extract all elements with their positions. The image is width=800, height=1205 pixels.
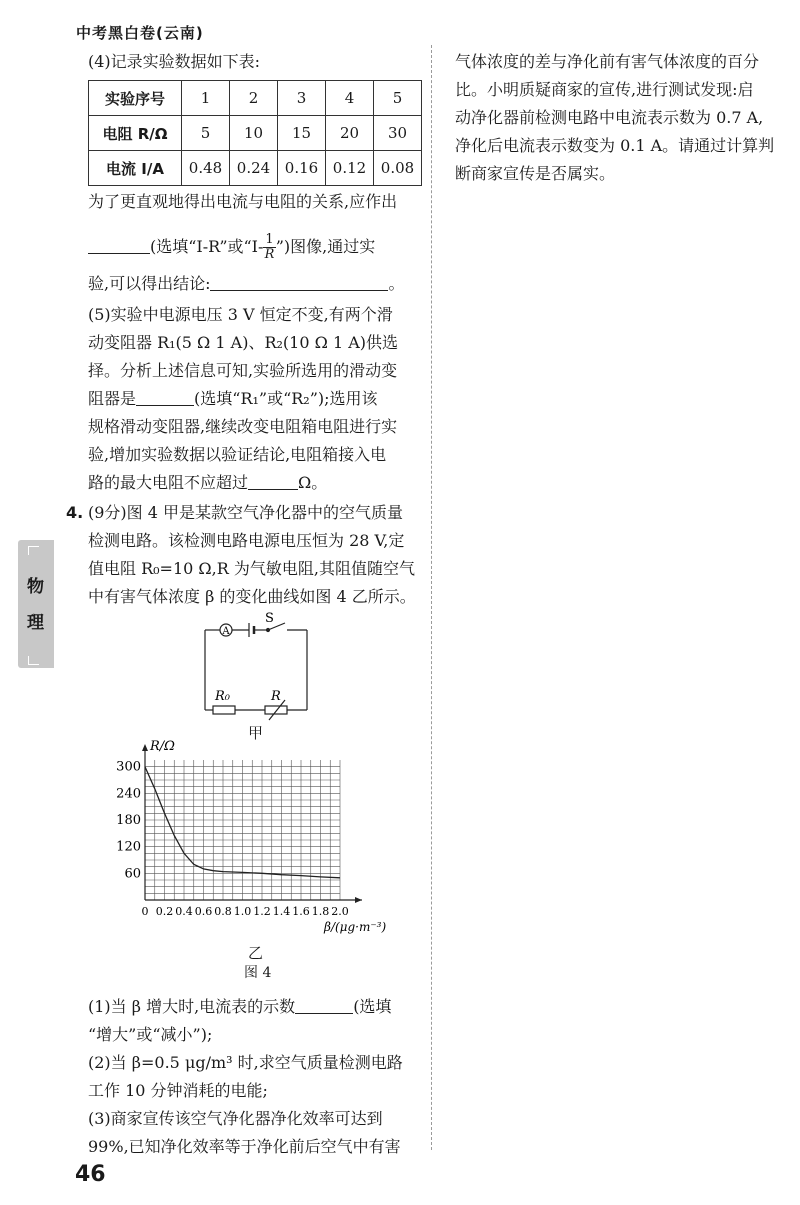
- text-line: 中有害气体浓度 β 的变化曲线如图 4 乙所示。: [88, 587, 416, 606]
- text-line: (9分)图 4 甲是某款空气净化器中的空气质量: [88, 503, 404, 522]
- text-line: 择。分析上述信息可知,实验所选用的滑动变: [88, 361, 398, 380]
- text-line: “增大”或“减小”);: [88, 1025, 213, 1044]
- y-axis-arrow: [142, 744, 148, 751]
- table-row: [89, 116, 422, 151]
- table-cell: 2: [230, 81, 278, 116]
- tab-bracket: [28, 656, 39, 665]
- table-cell: 5: [182, 116, 230, 151]
- text-line: 为了更直观地得出电流与电阻的关系,应作出: [88, 192, 398, 211]
- text-line: 值电阻 R₀=10 Ω,R 为气敏电阻,其阻值随空气: [88, 559, 415, 578]
- text-span: 。: [388, 274, 405, 293]
- y-tick-label: 60: [124, 866, 141, 882]
- text-line: 检测电路。该检测电路电源电压恒为 28 V,定: [88, 531, 405, 550]
- text-span: Ω。: [298, 473, 328, 492]
- y-tick-label: 300: [116, 759, 141, 775]
- x-tick-label: 1.0: [233, 905, 252, 918]
- table-cell: 0.24: [230, 151, 278, 186]
- x-tick-label: 0.8: [214, 905, 232, 918]
- row-label: 实验序号: [89, 81, 182, 116]
- page-number: 46: [75, 1162, 106, 1187]
- table-cell: 3: [278, 81, 326, 116]
- fraction-numerator: 1: [265, 232, 274, 247]
- text-span: 验,可以得出结论:: [88, 274, 211, 293]
- graph-caption: 乙: [248, 944, 264, 962]
- table-cell: 0.08: [374, 151, 422, 186]
- text-line: 验,增加实验数据以验证结论,电阻箱接入电: [88, 445, 387, 464]
- table-cell: 1: [182, 81, 230, 116]
- x-axis-arrow: [355, 897, 362, 903]
- answer-blank[interactable]: [210, 274, 388, 291]
- r-label: R: [271, 689, 281, 704]
- resistance-graph: [100, 738, 410, 938]
- table-row: [89, 151, 422, 186]
- table-cell: 0.12: [326, 151, 374, 186]
- text-line: 动净化器前检测电路中电流表示数为 0.7 A,: [455, 108, 764, 127]
- text-span: (选填“I-R”或“I-: [150, 237, 264, 256]
- text-line: [88, 233, 375, 262]
- text-line: 断商家宣传是否属实。: [455, 164, 616, 183]
- subject-char: 理: [27, 613, 44, 633]
- y-tick-label: 180: [116, 813, 141, 828]
- question-number: 4.: [66, 503, 84, 522]
- x-tick-label: 1.2: [253, 905, 271, 918]
- text-line: [88, 389, 378, 409]
- resistor-r: [265, 706, 287, 714]
- x-tick-label: 1.4: [272, 905, 291, 918]
- row-label: 电流 I/A: [89, 151, 182, 186]
- text-line: [88, 274, 405, 294]
- table-cell: 20: [326, 116, 374, 151]
- text-line: 99%,已知净化效率等于净化前后空气中有害: [88, 1137, 401, 1156]
- y-tick-label: 120: [116, 839, 141, 855]
- y-tick-label: 240: [116, 786, 141, 802]
- switch-label: S: [265, 611, 274, 626]
- r0-label: R₀: [215, 689, 230, 704]
- circuit-diagram: [195, 608, 320, 723]
- fraction-denominator: R: [264, 247, 275, 262]
- text-span: 路的最大电阻不应超过: [88, 473, 249, 492]
- text-line: 工作 10 分钟消耗的电能;: [88, 1081, 268, 1100]
- ammeter-label: A: [222, 626, 230, 637]
- text-line: [88, 997, 391, 1017]
- tab-bracket: [28, 546, 39, 555]
- x-tick-label: 0: [141, 905, 149, 918]
- table-cell: 0.48: [182, 151, 230, 186]
- table-row: [89, 81, 422, 116]
- answer-blank[interactable]: [88, 237, 150, 254]
- text-span: 阻器是: [88, 389, 137, 408]
- table-cell: 0.16: [278, 151, 326, 186]
- text-line: 规格滑动变阻器,继续改变电阻箱电阻进行实: [88, 417, 398, 436]
- fraction: [263, 233, 275, 262]
- resistor-r0: [213, 706, 235, 714]
- header-title: 中考黑白卷(云南): [76, 24, 204, 42]
- item4-title: (4)记录实验数据如下表:: [88, 52, 261, 71]
- figure-caption: 图 4: [244, 965, 272, 981]
- answer-blank[interactable]: [295, 997, 353, 1014]
- text-span: (选填: [353, 997, 392, 1016]
- text-span: (1)当 β 增大时,电流表的示数: [88, 997, 296, 1016]
- y-axis-label: R/Ω: [150, 739, 175, 754]
- text-line: [88, 473, 327, 493]
- table-cell: 4: [326, 81, 374, 116]
- data-table: [88, 80, 422, 186]
- text-line: 比。小明质疑商家的宣传,进行测试发现:启: [455, 80, 754, 99]
- text-line: 净化后电流表示数变为 0.1 A。请通过计算判: [455, 136, 775, 155]
- x-tick-label: 1.6: [292, 905, 310, 918]
- text-line: (5)实验中电源电压 3 V 恒定不变,有两个滑: [88, 305, 393, 324]
- text-line: 动变阻器 R₁(5 Ω 1 A)、R₂(10 Ω 1 A)供选: [88, 333, 399, 352]
- chart-grid: [145, 760, 340, 900]
- answer-blank[interactable]: [136, 389, 194, 406]
- x-tick-label: 1.8: [311, 905, 330, 918]
- column-divider: [431, 45, 433, 1150]
- text-line: (2)当 β=0.5 μg/m³ 时,求空气质量检测电路: [88, 1053, 403, 1072]
- table-cell: 15: [278, 116, 326, 151]
- subject-tab: [18, 540, 54, 668]
- x-tick-label: 0.6: [194, 905, 213, 918]
- subject-char: 物: [27, 577, 44, 597]
- answer-blank[interactable]: [248, 473, 298, 490]
- x-tick-label: 2.0: [331, 905, 349, 918]
- text-line: 气体浓度的差与净化前有害气体浓度的百分: [455, 52, 760, 71]
- row-label: 电阻 R/Ω: [89, 116, 182, 151]
- text-span: (选填“R₁”或“R₂”);选用该: [194, 389, 378, 408]
- table-cell: 10: [230, 116, 278, 151]
- x-tick-label: 0.4: [175, 905, 193, 918]
- table-cell: 5: [374, 81, 422, 116]
- circuit-caption: 甲: [248, 724, 264, 742]
- text-span: ”)图像,通过实: [275, 237, 376, 256]
- x-tick-label: 0.2: [155, 905, 174, 918]
- table-cell: 30: [374, 116, 422, 151]
- text-line: (3)商家宣传该空气净化器净化效率可达到: [88, 1109, 383, 1128]
- x-axis-label: β/(μg·m⁻³): [324, 920, 387, 934]
